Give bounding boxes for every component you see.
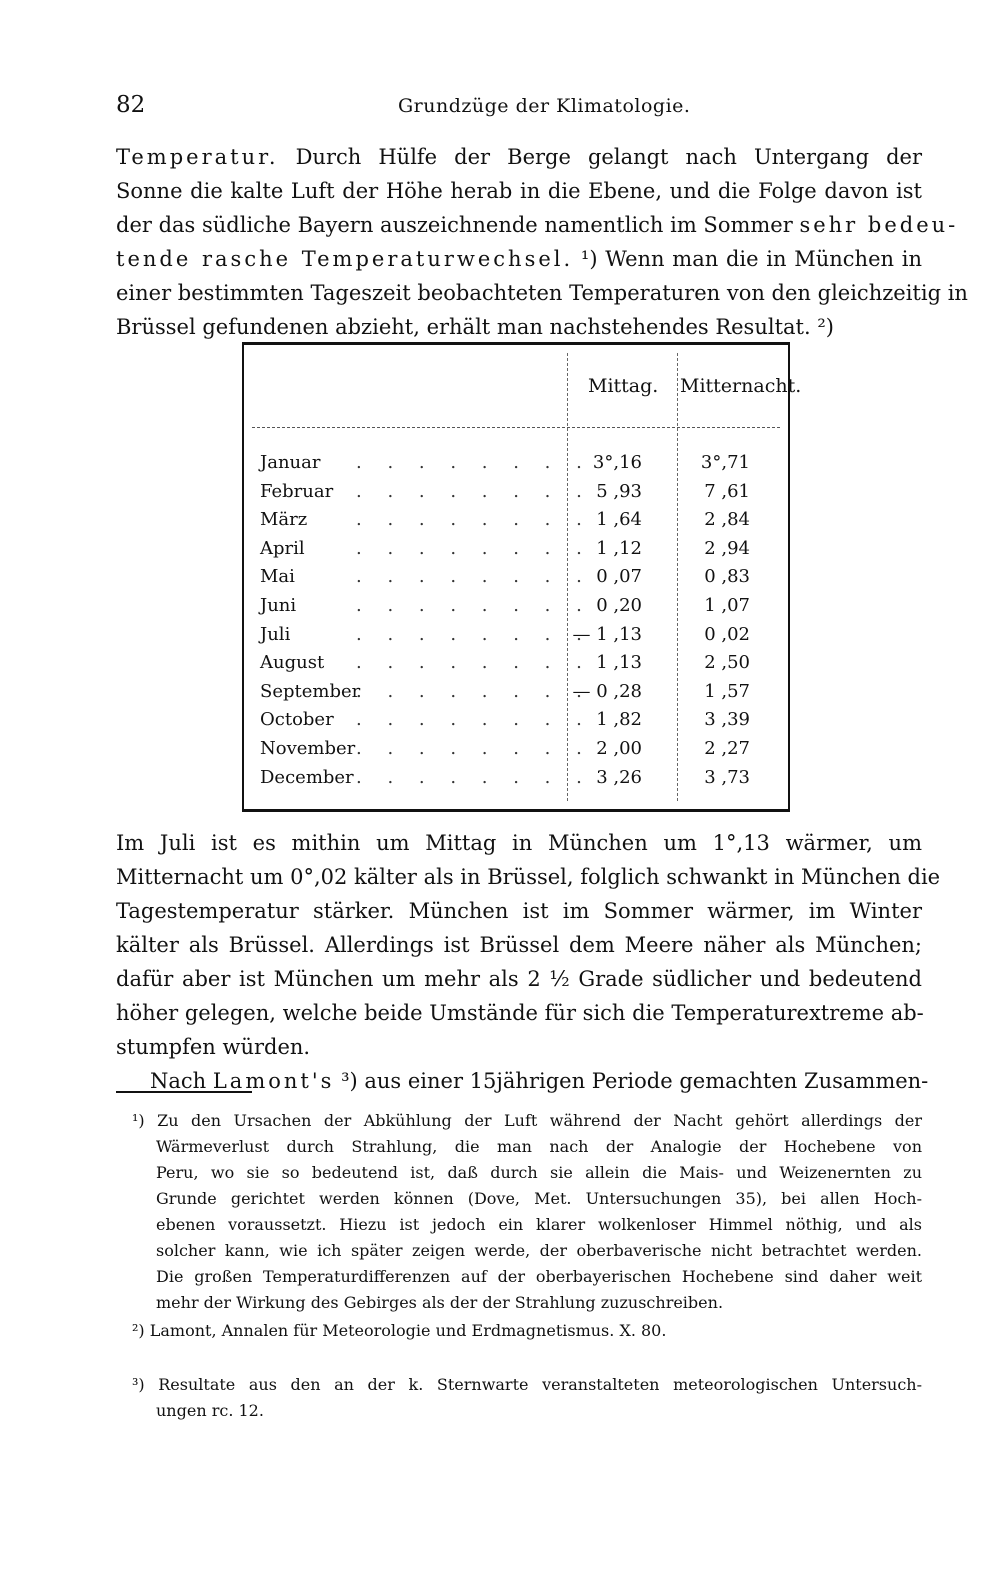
month-cell: Juni (260, 595, 297, 616)
midnight-value-cell: 1 ,57 (704, 680, 750, 702)
footnote-line: ³) Resultate aus den an der k. Sternwarte veranstalteten meteorologischen Untersuch- (132, 1375, 922, 1394)
text-line: Tagestemperatur stärker. München ist im Sommer wärmer, im Winter (116, 899, 922, 923)
leader-dots: . . . . . . . . (356, 766, 592, 788)
page-number: 82 (116, 92, 146, 118)
midnight-value-cell: 2 ,94 (704, 537, 750, 559)
column-header-midnight: Mitternacht. (680, 375, 802, 397)
text-line: kälter als Brüssel. Allerdings ist Brüssel dem Meere näher als München; (116, 933, 922, 957)
running-head (116, 92, 916, 122)
midnight-value-cell: 3 ,39 (704, 709, 750, 731)
midnight-value-cell: 2 ,27 (704, 738, 750, 759)
midnight-value-cell: 3°,71 (700, 452, 750, 473)
table-row (260, 706, 780, 734)
footnote-line: ¹) Zu den Ursachen der Abkühlung der Luft während der Nacht gehört allerdings der (132, 1111, 922, 1130)
table-row (260, 592, 780, 620)
leader-dots: . . . . . . . . (356, 595, 592, 616)
month-cell: Mai (260, 566, 295, 588)
temperature-difference-table (242, 342, 802, 812)
footnote-line: Grunde gerichtet werden können (Dove, Met. Untersuchungen 35), bei allen Hoch- (156, 1189, 922, 1208)
month-cell: Februar (260, 480, 334, 502)
text-line: einer bestimmten Tageszeit beobachteten Temperaturen von den gleichzeitig in (116, 281, 968, 305)
text-line: der das südliche Bayern auszeichnende namentlich im Sommer sehr bedeu- (116, 213, 959, 237)
leader-dots: . . . . . . . . (356, 480, 592, 502)
midnight-value-cell: 0 ,83 (704, 566, 750, 588)
text-line: stumpfen würden. (116, 1035, 311, 1059)
column-header-noon: Mittag. (588, 375, 659, 397)
table-row (260, 649, 780, 677)
footnote-1 (116, 1108, 922, 1316)
text-line: tende rasche Temperaturwechsel. ¹) Wenn man die in München in (116, 247, 922, 271)
table-row (260, 764, 780, 792)
table-row (260, 478, 780, 506)
footnote-line: ebenen voraussetzt. Hiezu ist jedoch ein klarer wolkenloser Himmel nöthig, und als (156, 1215, 922, 1234)
footnote-line: Die großen Temperaturdifferenzen auf der oberbayerischen Hochebene sind daher weit (156, 1267, 922, 1286)
leader-dots: . . . . . . . . (356, 652, 592, 674)
body-paragraph (116, 826, 941, 1098)
noon-value-cell: 3 ,26 (596, 766, 642, 788)
footnote-line: mehr der Wirkung des Gebirges als der der Strahlung zuzuschreiben. (156, 1293, 724, 1312)
noon-value-cell: 1 ,12 (596, 537, 642, 559)
noon-value-cell: 5 ,93 (596, 480, 642, 502)
month-cell: Januar (260, 452, 321, 473)
leader-dots: . . . . . . . . (356, 680, 592, 702)
text-line: Brüssel gefundenen abzieht, erhält man nachstehendes Resultat. ²) (116, 315, 834, 339)
month-cell: Juli (260, 623, 291, 645)
footnote-line: Peru, wo sie so bedeutend ist, daß durch sie allein die Mais- und Weizenernten zu (156, 1163, 922, 1182)
footnote-3 (116, 1372, 922, 1424)
footnote-2 (116, 1318, 922, 1344)
text-line: Temperatur. Durch Hülfe der Berge gelangt nach Untergang der (116, 145, 922, 169)
noon-value-cell: 0 ,20 (596, 595, 642, 616)
noon-value-cell: 1 ,13 (596, 652, 642, 674)
text-line: dafür aber ist München um mehr als 2 ½ Grade südlicher und bedeutend (116, 967, 922, 991)
midnight-value-cell: 2 ,84 (704, 509, 750, 531)
table-row (260, 535, 780, 563)
text-line: höher gelegen, welche beide Umstände für sich die Temperaturextreme ab- (116, 1001, 924, 1025)
leader-dots: . . . . . . . . (356, 509, 592, 531)
leader-dots: . . . . . . . . (356, 566, 592, 588)
leader-dots: . . . . . . . . (356, 738, 592, 759)
text-line: Im Juli ist es mithin um Mittag in München um 1°,13 wärmer, um (116, 831, 922, 855)
table-row (260, 449, 780, 477)
month-cell: September (260, 680, 361, 702)
leader-dots: . . . . . . . . (356, 709, 592, 731)
running-title: Grundzüge der Klimatologie. (398, 95, 691, 117)
text-line: Mitternacht um 0°,02 kälter als in Brüssel, folglich schwankt in München die (116, 865, 941, 889)
month-cell: December (260, 766, 354, 788)
noon-value-cell: — 0 ,28 (572, 680, 642, 702)
midnight-value-cell: 0 ,02 (704, 623, 750, 645)
footnote-line: ungen rc. 12. (156, 1401, 264, 1420)
midnight-value-cell: 1 ,07 (704, 595, 750, 616)
footnote-line: Wärmeverlust durch Strahlung, die man nach der Analogie der Hochebene von (156, 1137, 922, 1156)
footnote-line: ²) Lamont, Annalen für Meteorologie und Erdmagnetismus. X. 80. (132, 1321, 667, 1340)
table-row (260, 735, 780, 763)
month-cell: April (260, 537, 305, 559)
noon-value-cell: 1 ,64 (596, 509, 642, 531)
table-row (260, 678, 780, 706)
month-cell: März (260, 509, 308, 531)
text-line: Nach Lamont's ³) aus einer 15jährigen Periode gemachten Zusammen- (150, 1069, 929, 1093)
leader-dots: . . . . . . . . (356, 452, 592, 473)
leader-dots: . . . . . . . . (356, 537, 592, 559)
month-cell: November (260, 738, 356, 759)
midnight-value-cell: 2 ,50 (704, 652, 750, 674)
header-separator (252, 427, 780, 428)
month-cell: August (260, 652, 325, 674)
intro-paragraph (116, 140, 968, 344)
table-row (260, 621, 780, 649)
noon-value-cell: — 1 ,13 (572, 623, 642, 645)
table-row (260, 506, 780, 534)
footnote-line: solcher kann, wie ich später zeigen werde, der oberbaverische nicht betrachtet werden. (156, 1241, 922, 1260)
footnote-rule (116, 1091, 252, 1093)
leader-dots: . . . . . . . . (356, 623, 592, 645)
month-cell: October (260, 709, 334, 731)
noon-value-cell: 0 ,07 (596, 566, 642, 588)
midnight-value-cell: 7 ,61 (704, 480, 750, 502)
noon-value-cell: 3°,16 (592, 452, 642, 473)
noon-value-cell: 1 ,82 (596, 709, 642, 731)
table-row (260, 563, 780, 591)
midnight-value-cell: 3 ,73 (704, 766, 750, 788)
noon-value-cell: 2 ,00 (596, 738, 642, 759)
text-line: Sonne die kalte Luft der Höhe herab in die Ebene, und die Folge davon ist (116, 179, 922, 203)
